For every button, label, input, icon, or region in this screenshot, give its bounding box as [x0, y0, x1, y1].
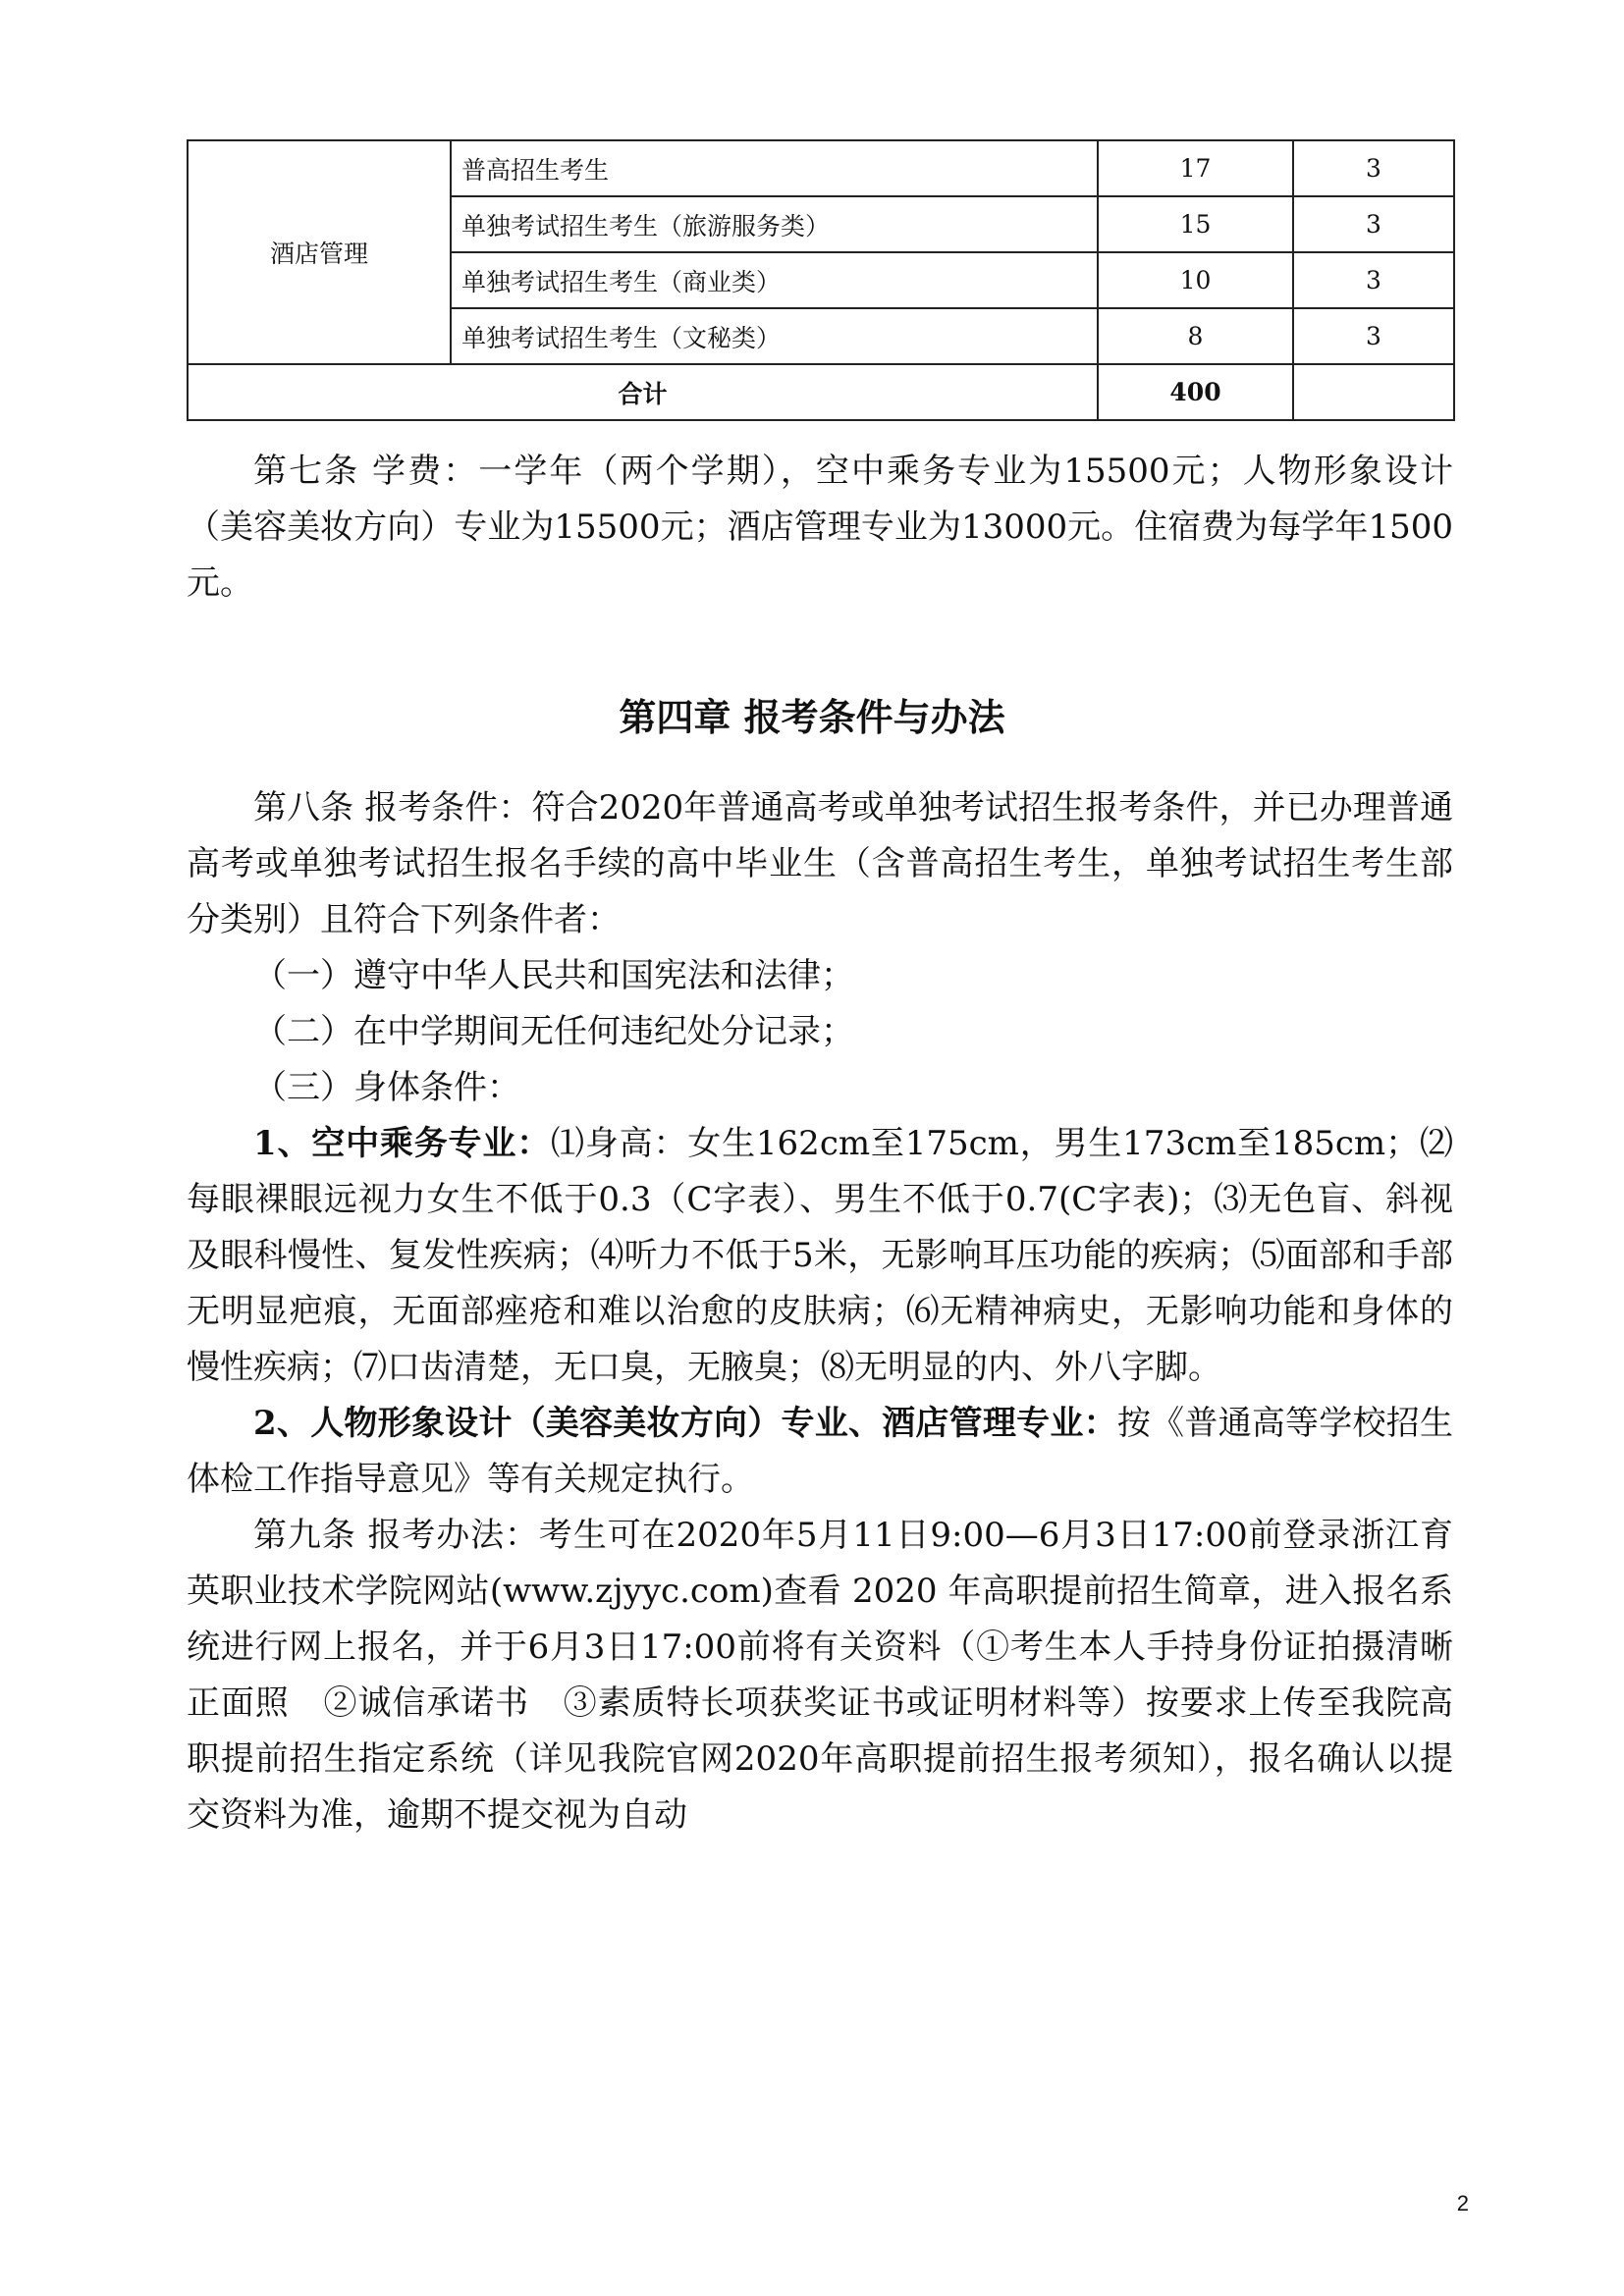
article-7-block — [187, 444, 1453, 612]
plan-count-cell: 10 — [1098, 252, 1293, 308]
physical-requirement-1-text: ⑴身高：女生162cm至175cm，男生173cm至185cm；⑵每眼裸眼远视力女生不低于0.3（C字表）、男生不低于0.7(C字表)；⑶无色盲、斜视及眼科慢性、复发性疾病；⑷听力不低于5米，无影响耳压功能的疾病；⑸面部和手部无明显疤痕，无面部痤疮和难以治愈的皮肤病；⑹无精神病史，无影响功能和身体的慢性疾病；⑺口齿清楚，无口臭，无腋臭；⑻无明显的内、外八字脚。 — [187, 1124, 1453, 1387]
condition-item: （三）身体条件： — [253, 1068, 520, 1107]
physical-requirement-2 — [187, 1396, 1453, 1508]
article-7: 第七条 学费：一学年（两个学期），空中乘务专业为15500元；人物形象设计（美容美妆方向）专业为15500元；酒店管理专业为13000元。住宿费为每学年1500元。 — [187, 452, 1453, 603]
student-type-cell: 单独考试招生考生（旅游服务类） — [451, 196, 1098, 252]
physical-requirement-1-label: 1、空中乘务专业： — [253, 1124, 552, 1163]
years-cell: 3 — [1293, 252, 1454, 308]
years-cell: 3 — [1293, 196, 1454, 252]
enrollment-plan-table — [187, 139, 1455, 421]
plan-count-cell: 8 — [1098, 308, 1293, 364]
student-type-cell: 单独考试招生考生（文秘类） — [451, 308, 1098, 364]
physical-requirement-2-label: 2、人物形象设计（美容美妆方向）专业、酒店管理专业： — [253, 1404, 1117, 1443]
total-value-cell: 400 — [1098, 364, 1293, 420]
chapter-4-body — [187, 780, 1453, 1843]
plan-count-cell: 15 — [1098, 196, 1293, 252]
condition-item: （二）在中学期间无任何违纪处分记录； — [253, 1012, 854, 1051]
physical-requirement-2-text: 按《普通高等学校招生体检工作指导意见》等有关规定执行。 — [187, 1404, 1454, 1499]
physical-requirement-1 — [187, 1116, 1453, 1396]
total-label-cell: 合计 — [188, 364, 1098, 420]
years-cell: 3 — [1293, 140, 1454, 196]
chapter-title: 第四章 报考条件与办法 — [619, 695, 1005, 739]
table-total-row — [188, 364, 1454, 420]
student-type-cell: 单独考试招生考生（商业类） — [451, 252, 1098, 308]
total-years-cell — [1293, 364, 1454, 420]
page-number: 2 — [1456, 2191, 1469, 2216]
condition-item: （一）遵守中华人民共和国宪法和法律； — [253, 956, 854, 995]
article-8: 第八条 报考条件：符合2020年普通高考或单独考试招生报考条件，并已办理普通高考或单独考试招生报名手续的高中毕业生（含普高招生考生，单独考试招生考生部分类别）且符合下列条件者： — [187, 788, 1453, 939]
plan-count-cell: 17 — [1098, 140, 1293, 196]
major-cell: 酒店管理 — [188, 140, 451, 364]
years-cell: 3 — [1293, 308, 1454, 364]
student-type-cell: 普高招生考生 — [451, 140, 1098, 196]
article-9: 第九条 报考办法：考生可在2020年5月11日9:00—6月3日17:00前登录浙江育英职业技术学院网站(www.zjyyc.com)查看 2020 年高职提前招生简章，进入报名系统进行网上报名，并于6月3日17:00前将有关资料（①考生本人手持身份证拍摄清晰正面照 ②诚信承诺书 ③素质特长项获奖证书或证明材料等）按要求上传至我院高职提前招生指定系统（详见我院官网2020年高职提前招生报考须知），报名确认以提交资料为准，逾期不提交视为自动 — [187, 1516, 1453, 1835]
table-row — [188, 140, 1454, 196]
